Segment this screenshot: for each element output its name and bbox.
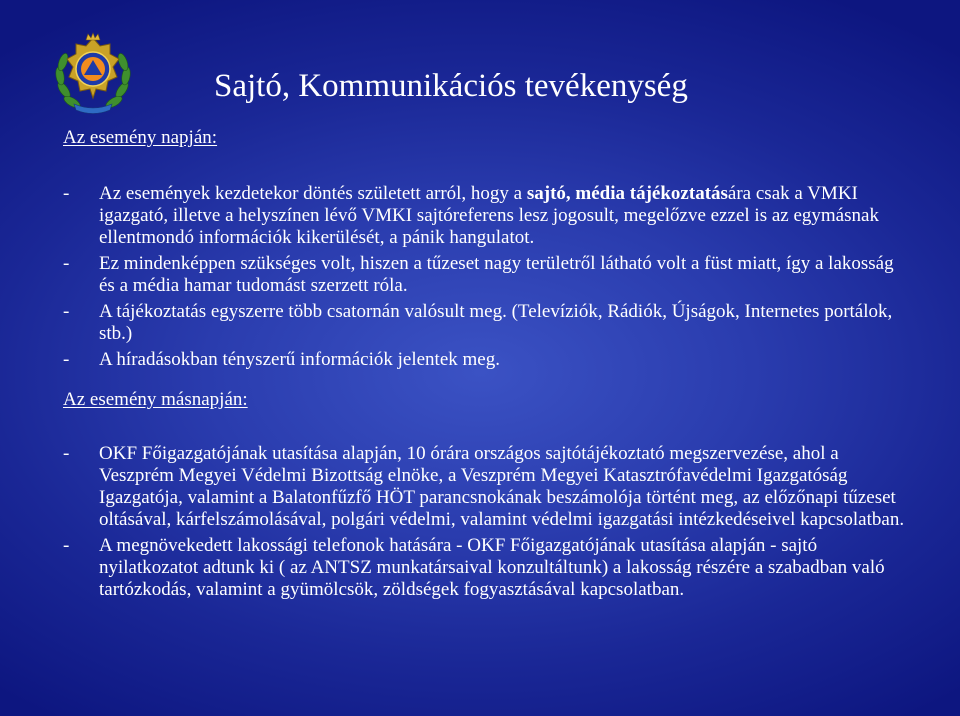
list-item	[63, 301, 913, 345]
bullet-dash: -	[63, 301, 70, 322]
bullet-text: OKF Főigazgatójának utasítása alapján, 10 órára országos sajtótájékoztató megszervezése, ahol a Veszprém Megyei Védelmi Bizottság elnöke, a Veszprém Megyei Katasztrófavédelmi Igazgatóság Igazgatója, valamint a Balatonfűzfő HÖT parancsnokának beszámolója történt meg, az előzőnapi tűzeset oltásával, kárfelszámolásával, polgári védelmi, valamint védelmi igazgatási intézkedéseivel kapcsolatban.	[99, 443, 905, 530]
bullet-dash: -	[63, 349, 70, 370]
civil-protection-emblem-icon	[50, 32, 136, 118]
bullet-text-after: ára csak a VMKI igazgató, illetve a helyszínen lévő VMKI sajtóreferens lesz jogosult, megelőzve ezzel is az egymásnak ellentmondó információk kikerülését, a pánik hangulatot.	[99, 183, 879, 248]
bullet-text: Ez mindenképpen szükséges volt, hiszen a tűzeset nagy területről látható volt a füst miatt, így a lakosság és a média hamar tudomást szerzett róla.	[99, 253, 894, 296]
bullet-dash: -	[63, 443, 70, 464]
event-day-bullet-list	[63, 183, 913, 375]
bullet-text: A megnövekedett lakossági telefonok hatására - OKF Főigazgatójának utasítása alapján - sajtó nyilatkozatot adtunk ki ( az ANTSZ munkatársaival konzultáltunk) a lakosság részére a szabadban való tartózkodás, valamint a gyümölcsök, zöldségek fogyasztásával kapcsolatban.	[99, 535, 885, 600]
list-item	[63, 535, 913, 601]
bullet-dash: -	[63, 253, 70, 274]
next-day-bullet-list	[63, 443, 913, 605]
section-heading-event-day: Az esemény napján:	[63, 127, 218, 148]
list-item	[63, 183, 913, 249]
bullet-dash: -	[63, 535, 70, 556]
list-item	[63, 253, 913, 297]
list-item	[63, 349, 913, 371]
bullet-text: A híradásokban tényszerű információk jelentek meg.	[99, 349, 500, 370]
section-heading-next-day: Az esemény másnapján:	[63, 389, 248, 410]
list-item	[63, 443, 913, 531]
bullet-text-before: Az események kezdetekor döntés született arról, hogy a	[99, 183, 527, 204]
bullet-dash: -	[63, 183, 70, 204]
slide-title: Sajtó, Kommunikációs tevékenység	[214, 68, 688, 104]
bullet-text-bold: sajtó, média tájékoztatás	[526, 183, 728, 204]
bullet-text: A tájékoztatás egyszerre több csatornán valósult meg. (Televíziók, Rádiók, Újságok, Internetes portálok, stb.)	[99, 301, 893, 344]
